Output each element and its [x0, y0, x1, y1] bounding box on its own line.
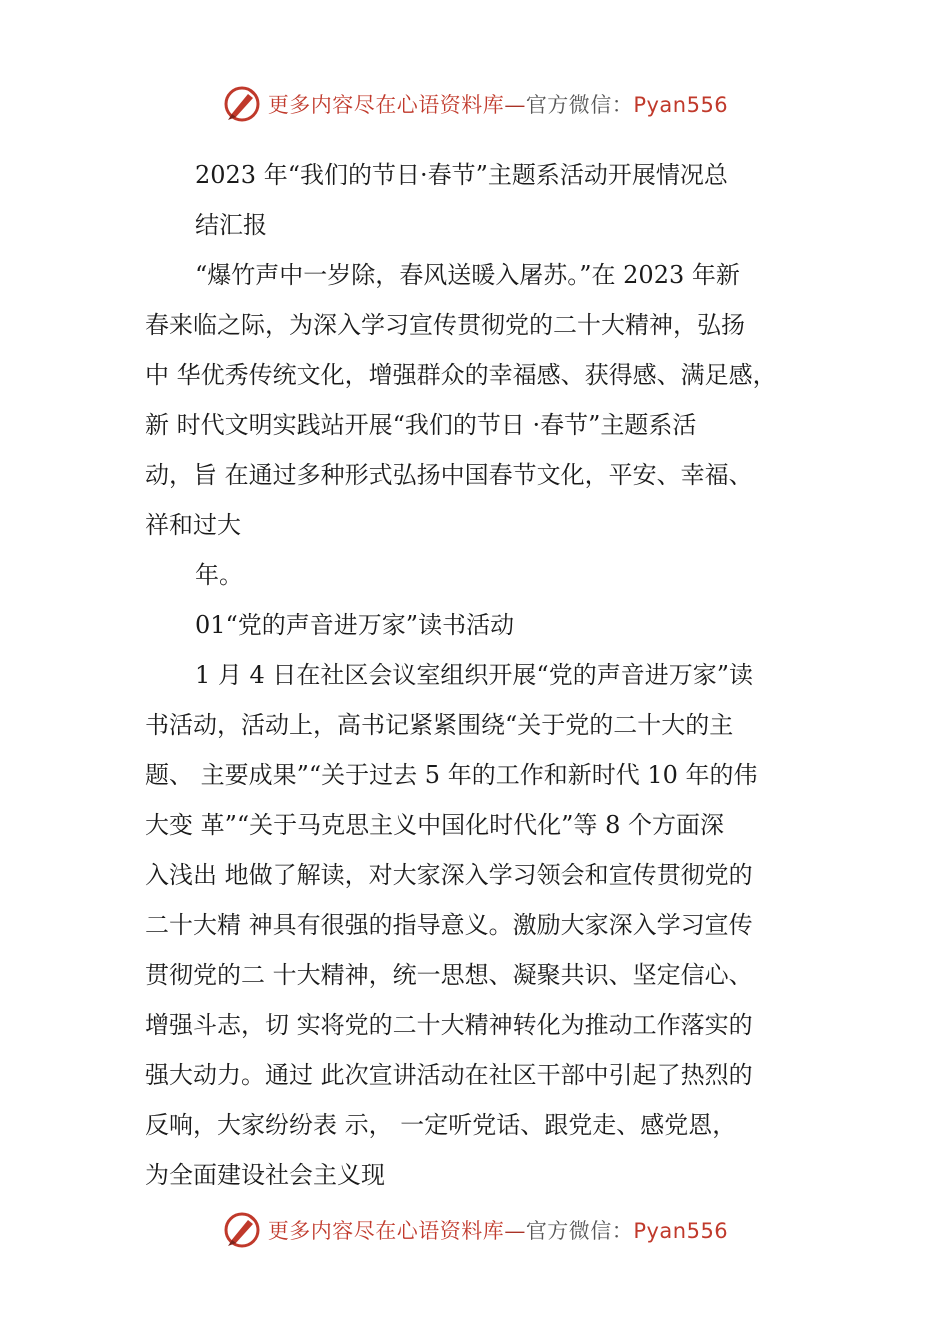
footer-watermark-wechat: Pyan556 [633, 1219, 729, 1243]
header-watermark-wechat: Pyan556 [633, 93, 729, 117]
paragraph-line: 新 时代文明实践站开展“我们的节日 ·春节”主题系活 [145, 411, 697, 439]
pen-logo-icon [222, 1210, 262, 1250]
paragraph-line: 增强斗志，切 实将党的二十大精神转化为推动工作落实的 [145, 1011, 753, 1039]
footer-watermark-official: 官方微信： [525, 1219, 634, 1243]
header-watermark-main: 更多内容尽在心语资料库 [267, 93, 505, 117]
paragraph-line: 题、 主要成果”“关于过去 5 年的工作和新时代 10 年的伟 [145, 761, 758, 789]
section-heading: 01“党的声音进万家”读书活动 [195, 611, 515, 639]
header-watermark-text [268, 89, 728, 119]
paragraph-line: 祥和过大 [145, 511, 241, 539]
document-body [145, 150, 815, 1200]
paragraph-line: 贯彻党的二 十大精神，统一思想、凝聚共识、坚定信心、 [145, 961, 753, 989]
paragraph-line: 反响，大家纷纷表 示， 一定听党话、跟党走、感党恩， [145, 1111, 737, 1139]
paragraph-line: 书活动，活动上，高书记紧紧围绕“关于党的二十大的主 [145, 711, 734, 739]
pen-logo-icon [222, 84, 262, 124]
paragraph-line: 年。 [195, 561, 243, 589]
footer-watermark-text [268, 1215, 728, 1245]
paragraph-line: 大变 革”“关于马克思主义中国化时代化”等 8 个方面深 [145, 811, 724, 839]
paragraph-line: 动，旨 在通过多种形式弘扬中国春节文化，平安、幸福、 [145, 461, 753, 489]
paragraph-line: 强大动力。通过 此次宣讲活动在社区干部中引起了热烈的 [145, 1061, 753, 1089]
doc-title-line-1: 2023 年“我们的节日·春节”主题系活动开展情况总 [195, 161, 728, 189]
paragraph-line: 入浅出 地做了解读，对大家深入学习领会和宣传贯彻党的 [145, 861, 753, 889]
paragraph-line: 中 华优秀传统文化，增强群众的幸福感、获得感、满足感， [145, 361, 777, 389]
header-watermark [0, 82, 950, 126]
paragraph-line: 1 月 4 日在社区会议室组织开展“党的声音进万家”读 [195, 661, 753, 689]
header-watermark-dash: — [504, 93, 526, 117]
paragraph-line: 二十大精 神具有很强的指导意义。激励大家深入学习宣传 [145, 911, 753, 939]
footer-watermark-main: 更多内容尽在心语资料库 [267, 1219, 505, 1243]
header-watermark-official: 官方微信： [525, 93, 634, 117]
footer-watermark-dash: — [504, 1219, 526, 1243]
doc-title-line-2: 结汇报 [195, 211, 267, 239]
footer-watermark [0, 1208, 950, 1252]
paragraph-line: 春来临之际，为深入学习宣传贯彻党的二十大精神，弘扬 [145, 311, 745, 339]
paragraph-line: 为全面建设社会主义现 [145, 1161, 385, 1189]
paragraph-line: “爆竹声中一岁除，春风送暖入屠苏。”在 2023 年新 [195, 261, 740, 289]
